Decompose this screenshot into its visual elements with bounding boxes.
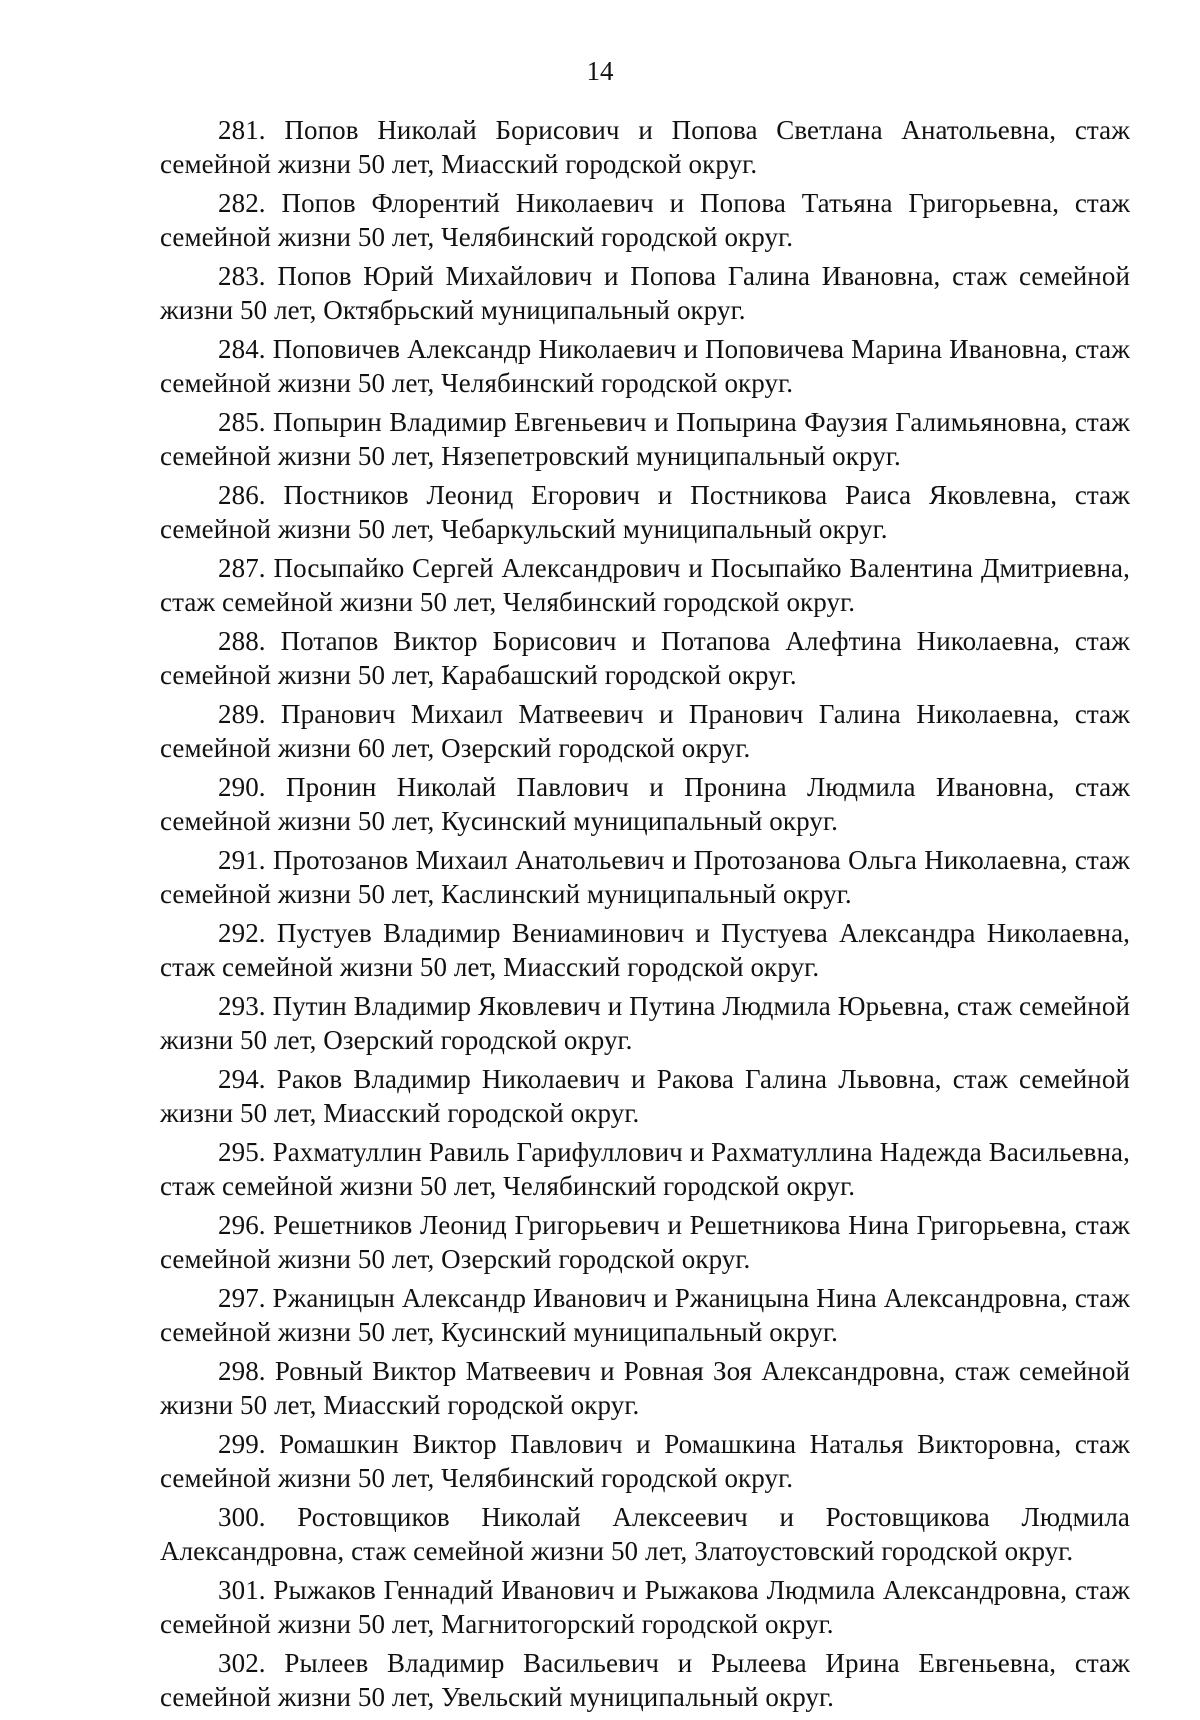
entry-text: Посыпайко Сергей Александрович и Посыпайко Валентина Дмитриевна, стаж семейной жизни 50 лет, Челябинский городской округ. — [160, 553, 1130, 617]
entry-text: Попов Юрий Михайлович и Попова Галина Ивановна, стаж семейной жизни 50 лет, Октябрьский муниципальный округ. — [160, 261, 1130, 325]
entry-number: 286. — [218, 480, 266, 510]
entry-text: Ростовщиков Николай Алексеевич и Ростовщикова Людмила Александровна, стаж семейной жизни 50 лет, Златоустовский городской округ. — [160, 1502, 1130, 1566]
list-item — [160, 1282, 1130, 1349]
entry-text: Протозанов Михаил Анатольевич и Протозанова Ольга Николаевна, стаж семейной жизни 50 лет, Каслинский муниципальный округ. — [160, 845, 1130, 909]
list-item — [160, 1428, 1130, 1495]
entry-text: Попырин Владимир Евгеньевич и Попырина Фаузия Галимьяновна, стаж семейной жизни 50 лет, Нязепетровский муниципальный округ. — [160, 407, 1130, 471]
list-item — [160, 1209, 1130, 1276]
list-item — [160, 625, 1130, 692]
entry-text: Решетников Леонид Григорьевич и Решетникова Нина Григорьевна, стаж семейной жизни 50 лет, Озерский городской округ. — [160, 1210, 1130, 1274]
list-item — [160, 114, 1130, 181]
list-item — [160, 260, 1130, 327]
list-item — [160, 1574, 1130, 1641]
list-item — [160, 333, 1130, 400]
entry-text: Путин Владимир Яковлевич и Путина Людмила Юрьевна, стаж семейной жизни 50 лет, Озерский городской округ. — [160, 991, 1130, 1055]
entry-text: Рахматуллин Равиль Гарифуллович и Рахматуллина Надежда Васильевна, стаж семейной жизни 50 лет, Челябинский городской округ. — [160, 1137, 1130, 1201]
list-item — [160, 479, 1130, 546]
entry-number: 300. — [218, 1502, 266, 1532]
entry-number: 289. — [218, 699, 266, 729]
entry-number: 302. — [218, 1648, 266, 1678]
entry-number: 288. — [218, 626, 266, 656]
entry-text: Поповичев Александр Николаевич и Поповичева Марина Ивановна, стаж семейной жизни 50 лет, Челябинский городской округ. — [160, 334, 1130, 398]
entry-text: Попов Флорентий Николаевич и Попова Татьяна Григорьевна, стаж семейной жизни 50 лет, Челябинский городской округ. — [160, 188, 1131, 252]
list-item — [160, 187, 1130, 254]
entry-number: 293. — [218, 991, 266, 1021]
list-item — [160, 698, 1130, 765]
entry-number: 284. — [218, 334, 266, 364]
list-item — [160, 1136, 1130, 1203]
entry-number: 294. — [218, 1064, 266, 1094]
entry-text: Рыжаков Геннадий Иванович и Рыжакова Людмила Александровна, стаж семейной жизни 50 лет, Магнитогорский городской округ. — [160, 1575, 1131, 1639]
entry-text: Ромашкин Виктор Павлович и Ромашкина Наталья Викторовна, стаж семейной жизни 50 лет, Челябинский городской округ. — [160, 1429, 1130, 1493]
entry-text: Пустуев Владимир Вениаминович и Пустуева Александра Николаевна, стаж семейной жизни 50 лет, Миасский городской округ. — [160, 918, 1130, 982]
entry-text: Ровный Виктор Матвеевич и Ровная Зоя Александровна, стаж семейной жизни 50 лет, Миасский городской округ. — [160, 1356, 1130, 1420]
entry-text: Постников Леонид Егорович и Постникова Раиса Яковлевна, стаж семейной жизни 50 лет, Чебаркульский муниципальный округ. — [160, 480, 1130, 544]
entry-text: Попов Николай Борисович и Попова Светлана Анатольевна, стаж семейной жизни 50 лет, Миасский городской округ. — [160, 115, 1130, 179]
list-item — [160, 917, 1130, 984]
entry-text: Потапов Виктор Борисович и Потапова Алефтина Николаевна, стаж семейной жизни 50 лет, Карабашский городской округ. — [160, 626, 1130, 690]
entry-number: 299. — [218, 1429, 266, 1459]
entry-number: 290. — [218, 772, 266, 802]
entry-text: Пранович Михаил Матвеевич и Пранович Галина Николаевна, стаж семейной жизни 60 лет, Озерский городской округ. — [160, 699, 1131, 763]
entry-number: 291. — [218, 845, 266, 875]
entry-number: 285. — [218, 407, 266, 437]
entry-number: 296. — [218, 1210, 266, 1240]
entry-number: 301. — [218, 1575, 266, 1605]
entry-number: 282. — [218, 188, 266, 218]
entry-list — [160, 114, 1130, 1720]
list-item — [160, 844, 1130, 911]
entry-number: 298. — [218, 1356, 266, 1386]
entry-number: 295. — [218, 1137, 266, 1167]
list-item — [160, 1355, 1130, 1422]
page-number: 14 — [586, 56, 614, 86]
list-item — [160, 1501, 1130, 1568]
entry-text: Раков Владимир Николаевич и Ракова Галина Львовна, стаж семейной жизни 50 лет, Миасский городской округ. — [160, 1064, 1130, 1128]
list-item — [160, 990, 1130, 1057]
entry-number: 292. — [218, 918, 266, 948]
entry-number: 297. — [218, 1283, 266, 1313]
entry-text: Ржаницын Александр Иванович и Ржаницына Нина Александровна, стаж семейной жизни 50 лет, Кусинский муниципальный округ. — [160, 1283, 1130, 1347]
entry-text: Рылеев Владимир Васильевич и Рылеева Ирина Евгеньевна, стаж семейной жизни 50 лет, Увельский муниципальный округ. — [160, 1648, 1130, 1712]
entry-text: Пронин Николай Павлович и Пронина Людмила Ивановна, стаж семейной жизни 50 лет, Кусинский муниципальный округ. — [160, 772, 1130, 836]
list-item — [160, 771, 1130, 838]
entry-number: 287. — [218, 553, 266, 583]
list-item — [160, 1647, 1130, 1714]
entry-number: 281. — [218, 115, 266, 145]
list-item — [160, 406, 1130, 473]
entry-number: 283. — [218, 261, 266, 291]
list-item — [160, 552, 1130, 619]
list-item — [160, 1063, 1130, 1130]
